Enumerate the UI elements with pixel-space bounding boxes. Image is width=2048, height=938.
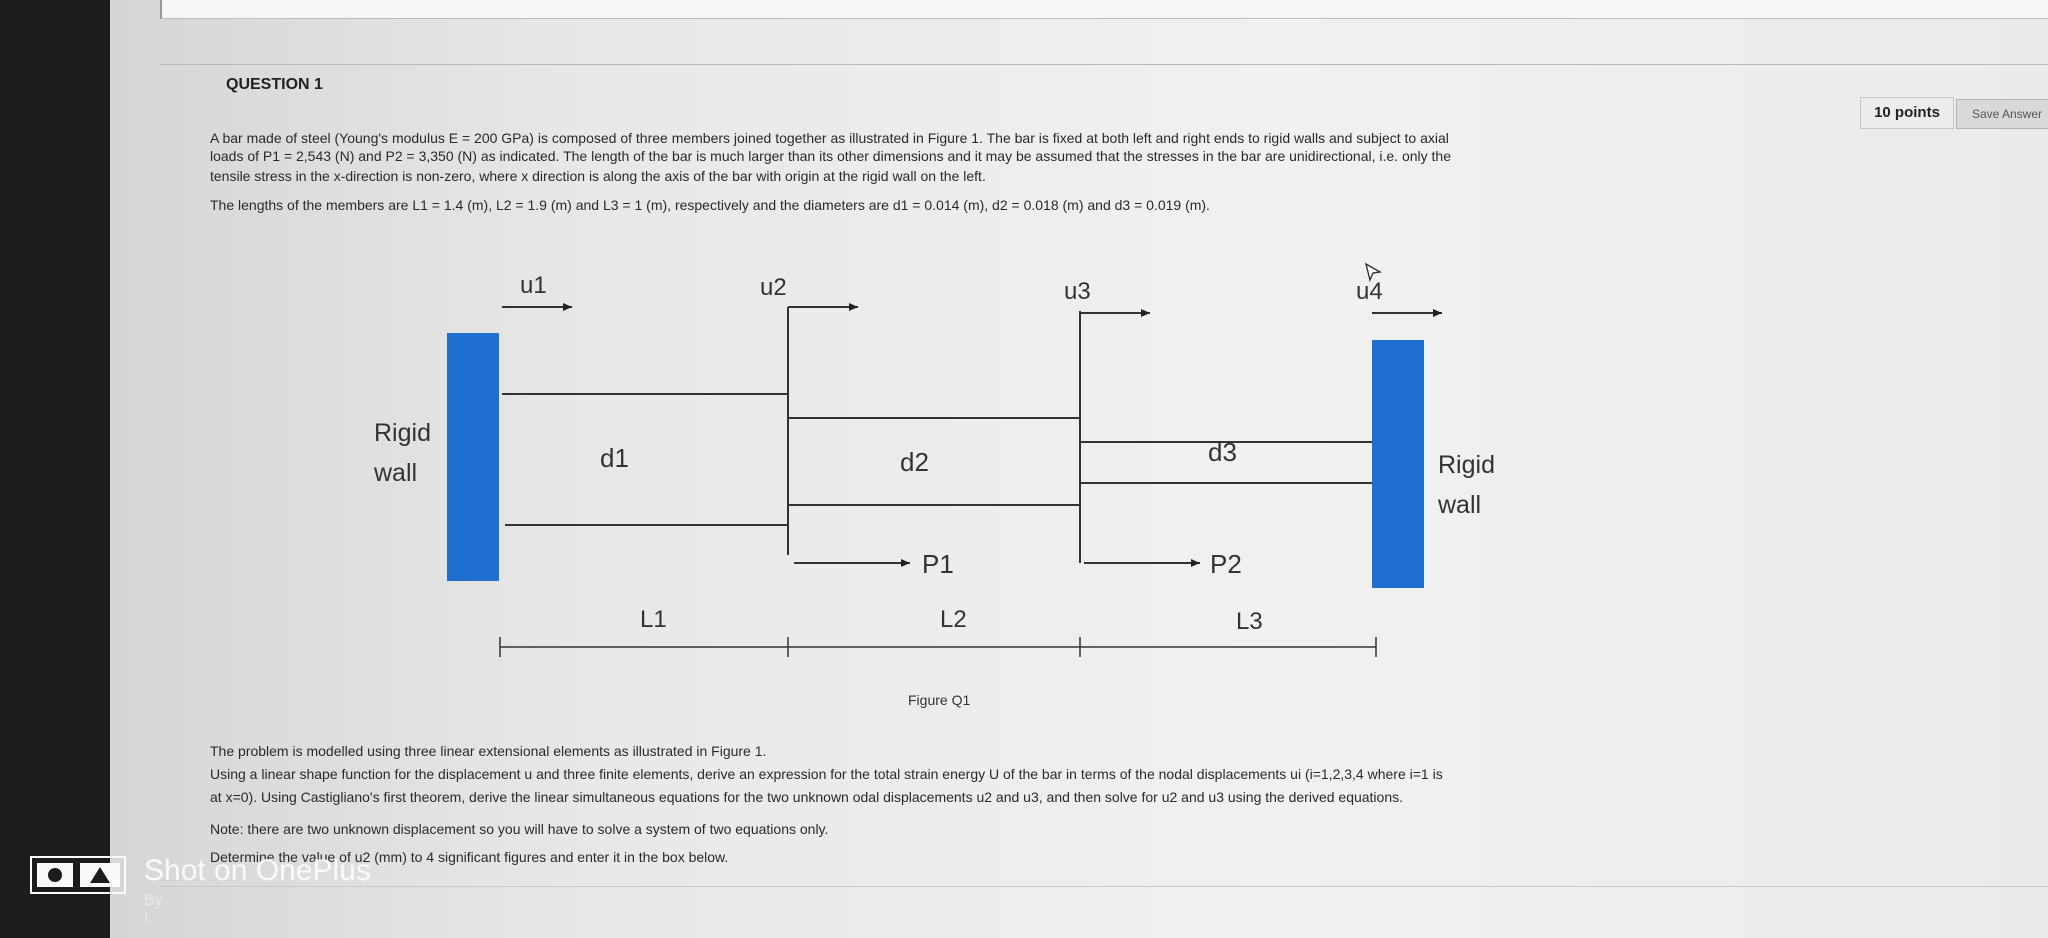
mouse-cursor-icon xyxy=(1364,262,1384,284)
right-rigid-wall xyxy=(1372,340,1424,588)
question-text-line: tensile stress in the x-direction is non-zero, where x direction is along the axis of the bar with origin at the rigid wall on the left. xyxy=(210,168,986,184)
u2-label: u2 xyxy=(760,274,787,301)
watermark-by: By I xyxy=(144,892,163,927)
l1-label: L1 xyxy=(640,606,667,633)
l2-label: L2 xyxy=(940,606,967,633)
question-text-line: The lengths of the members are L1 = 1.4 (m), L2 = 1.9 (m) and L3 = 1 (m), respectively and the diameters are d1 = 0.014 (m), d2 = 0.018 (m) and d3 = 0.019 (m). xyxy=(210,197,1210,213)
save-answer-button[interactable]: Save Answer xyxy=(1956,99,2048,129)
points-badge: 10 points xyxy=(1860,97,1954,129)
question-text-line: loads of P1 = 2,543 (N) and P2 = 3,350 (N) as indicated. The length of the bar is much larger than its other dimensions and it may be assumed that the stresses in the bar are unidirectional, i.e. only the xyxy=(210,148,1451,164)
p1-label: P1 xyxy=(922,549,954,579)
question-title: QUESTION 1 xyxy=(226,76,323,93)
left-wall-label: Rigid xyxy=(374,419,431,447)
section-divider xyxy=(160,64,2048,65)
question-text-line: A bar made of steel (Young's modulus E = 200 GPa) is composed of three members joined together as illustrated in Figure 1. The bar is fixed at both left and right ends to rigid walls and subject to axial xyxy=(210,130,1449,146)
right-wall-label: Rigid xyxy=(1438,451,1495,479)
bar-diagram xyxy=(360,255,1540,685)
d3-label: d3 xyxy=(1208,437,1237,467)
question-text-line: Note: there are two unknown displacement so you will have to solve a system of two equations only. xyxy=(210,821,829,837)
bottom-divider xyxy=(160,886,2048,887)
left-rigid-wall xyxy=(447,333,499,581)
d1-label: d1 xyxy=(600,443,629,473)
right-wall-label: wall xyxy=(1438,491,1482,519)
top-frame-bar xyxy=(160,0,2048,19)
question-text-line: Using a linear shape function for the displacement u and three finite elements, derive an expression for the total strain energy U of the bar in terms of the nodal displacements ui (i=1,2,3,4 where i=1 is xyxy=(210,766,1443,782)
u1-label: u1 xyxy=(520,272,547,299)
u4-label: u4 xyxy=(1356,278,1383,305)
question-text-line: The problem is modelled using three linear extensional elements as illustrated in Figure 1. xyxy=(210,743,767,759)
left-wall-label: wall xyxy=(374,459,418,487)
l3-label: L3 xyxy=(1236,608,1263,635)
watermark-text: Shot on OnePlus xyxy=(144,854,371,887)
d2-label: d2 xyxy=(900,447,929,477)
question-text-line: Determine the value of u2 (mm) to 4 significant figures and enter it in the box below. xyxy=(210,849,729,865)
question-text-line: at x=0). Using Castigliano's first theorem, derive the linear simultaneous equations for the two unknown odal displacements u2 and u3, and then solve for u2 and u3 using the derived equations. xyxy=(210,789,1404,805)
oneplus-logo-icon xyxy=(30,856,126,894)
p2-label: P2 xyxy=(1210,549,1242,579)
u3-label: u3 xyxy=(1064,278,1091,305)
figure-caption: Figure Q1 xyxy=(908,692,971,708)
